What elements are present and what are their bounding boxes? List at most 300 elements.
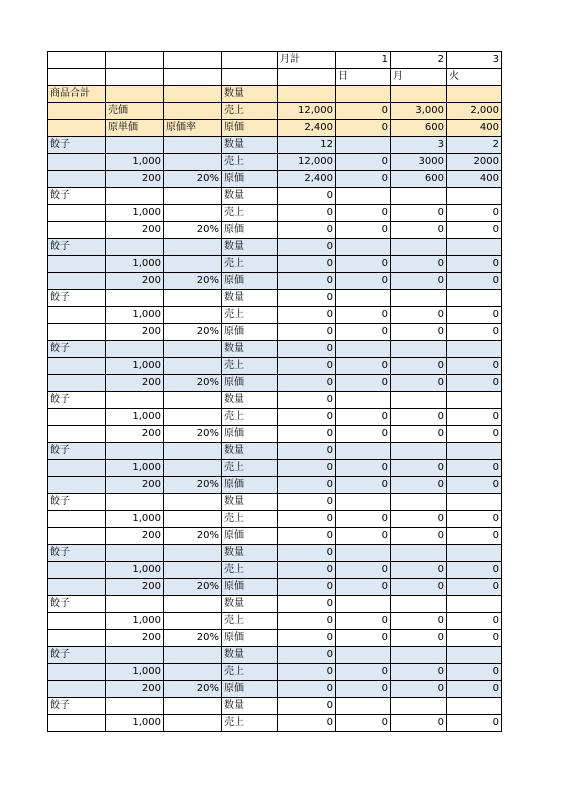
day-value-cell[interactable] (391, 188, 447, 205)
cell[interactable] (48, 69, 106, 86)
cell[interactable] (164, 613, 222, 630)
day-value-cell[interactable]: 600 (391, 120, 447, 137)
product-price[interactable]: 1,000 (106, 307, 164, 324)
cell[interactable] (106, 647, 164, 664)
monthly-total-cell[interactable]: 0 (278, 494, 336, 511)
cell[interactable] (106, 545, 164, 562)
cell[interactable] (48, 222, 106, 239)
cell[interactable] (278, 69, 336, 86)
day-value-cell[interactable]: 0 (336, 426, 391, 443)
day-value-cell[interactable]: 3 (391, 137, 447, 154)
cell[interactable] (164, 154, 222, 171)
day-value-cell[interactable]: 0 (447, 324, 502, 341)
monthly-total-cell[interactable]: 0 (278, 460, 336, 477)
row-label[interactable]: 売上 (222, 256, 278, 273)
day-header-2[interactable]: 2 (391, 52, 447, 69)
product-price[interactable]: 1,000 (106, 256, 164, 273)
product-price[interactable]: 1,000 (106, 460, 164, 477)
cell[interactable] (106, 86, 164, 103)
cell[interactable] (48, 256, 106, 273)
day-value-cell[interactable] (447, 239, 502, 256)
cell[interactable] (106, 596, 164, 613)
cell[interactable] (48, 52, 106, 69)
cell[interactable] (48, 103, 106, 120)
monthly-total-cell[interactable]: 12,000 (278, 103, 336, 120)
row-label[interactable]: 売上 (222, 664, 278, 681)
day-value-cell[interactable]: 0 (447, 307, 502, 324)
day-value-cell[interactable] (447, 596, 502, 613)
product-cost-rate[interactable]: 20% (164, 477, 222, 494)
row-label[interactable]: 売上 (222, 154, 278, 171)
row-label[interactable]: 数量 (222, 545, 278, 562)
monthly-total-cell[interactable]: 0 (278, 290, 336, 307)
row-label[interactable]: 数量 (222, 494, 278, 511)
day-value-cell[interactable]: 0 (336, 171, 391, 188)
cell[interactable] (164, 392, 222, 409)
day-value-cell[interactable]: 0 (447, 426, 502, 443)
monthly-total-cell[interactable]: 0 (278, 681, 336, 698)
day-value-cell[interactable] (336, 647, 391, 664)
day-value-cell[interactable]: 2,000 (447, 103, 502, 120)
product-price[interactable]: 1,000 (106, 511, 164, 528)
day-value-cell[interactable] (336, 392, 391, 409)
cell[interactable] (48, 460, 106, 477)
day-value-cell[interactable] (336, 137, 391, 154)
day-value-cell[interactable]: 0 (447, 664, 502, 681)
product-cost-rate[interactable]: 20% (164, 171, 222, 188)
cell[interactable] (48, 426, 106, 443)
cell[interactable] (106, 290, 164, 307)
day-value-cell[interactable] (391, 341, 447, 358)
product-price[interactable]: 1,000 (106, 562, 164, 579)
cell[interactable] (164, 647, 222, 664)
day-value-cell[interactable]: 0 (336, 477, 391, 494)
row-label[interactable]: 原価 (222, 273, 278, 290)
row-label[interactable]: 売上 (222, 307, 278, 324)
monthly-total-cell[interactable]: 0 (278, 443, 336, 460)
day-value-cell[interactable] (391, 596, 447, 613)
day-value-cell[interactable] (336, 239, 391, 256)
day-header-3[interactable]: 3 (447, 52, 502, 69)
day-value-cell[interactable]: 0 (447, 460, 502, 477)
cell[interactable] (164, 596, 222, 613)
product-cost-rate[interactable]: 20% (164, 273, 222, 290)
product-price[interactable]: 1,000 (106, 715, 164, 732)
day-value-cell[interactable]: 0 (447, 613, 502, 630)
cell[interactable] (106, 69, 164, 86)
row-label[interactable]: 売上 (222, 562, 278, 579)
row-label[interactable]: 数量 (222, 86, 278, 103)
day-value-cell[interactable] (447, 647, 502, 664)
monthly-total-cell[interactable]: 0 (278, 426, 336, 443)
cell[interactable] (106, 392, 164, 409)
product-cost-rate[interactable]: 20% (164, 579, 222, 596)
monthly-total-cell[interactable]: 0 (278, 375, 336, 392)
cell[interactable] (106, 341, 164, 358)
product-cost-rate[interactable]: 20% (164, 222, 222, 239)
day-value-cell[interactable]: 0 (336, 715, 391, 732)
monthly-total-cell[interactable]: 0 (278, 256, 336, 273)
day-value-cell[interactable]: 0 (336, 103, 391, 120)
cell[interactable] (164, 103, 222, 120)
row-label[interactable]: 原価 (222, 528, 278, 545)
day-value-cell[interactable]: 0 (391, 630, 447, 647)
day-value-cell[interactable]: 3000 (391, 154, 447, 171)
monthly-total-cell[interactable]: 0 (278, 273, 336, 290)
row-label[interactable]: 売上 (222, 103, 278, 120)
monthly-total-cell[interactable]: 12,000 (278, 154, 336, 171)
monthly-total-header[interactable]: 月計 (278, 52, 336, 69)
product-name[interactable]: 餃子 (48, 443, 106, 460)
day-value-cell[interactable]: 2000 (447, 154, 502, 171)
row-label[interactable]: 原価 (222, 324, 278, 341)
monthly-total-cell[interactable]: 0 (278, 324, 336, 341)
day-value-cell[interactable]: 0 (391, 664, 447, 681)
day-value-cell[interactable]: 0 (336, 460, 391, 477)
cell[interactable] (106, 137, 164, 154)
row-label[interactable]: 売上 (222, 613, 278, 630)
row-label[interactable]: 数量 (222, 647, 278, 664)
day-value-cell[interactable]: 0 (391, 477, 447, 494)
day-value-cell[interactable]: 0 (447, 256, 502, 273)
day-value-cell[interactable]: 0 (336, 579, 391, 596)
product-unit-cost[interactable]: 200 (106, 171, 164, 188)
product-name[interactable]: 餃子 (48, 188, 106, 205)
cell[interactable] (48, 477, 106, 494)
day-value-cell[interactable]: 0 (336, 511, 391, 528)
cell[interactable] (48, 528, 106, 545)
day-value-cell[interactable] (447, 545, 502, 562)
day-value-cell[interactable]: 0 (391, 460, 447, 477)
cell[interactable] (164, 52, 222, 69)
day-value-cell[interactable]: 600 (391, 171, 447, 188)
row-label[interactable]: 売上 (222, 205, 278, 222)
day-value-cell[interactable]: 0 (447, 273, 502, 290)
day-value-cell[interactable]: 0 (391, 426, 447, 443)
cell[interactable] (48, 715, 106, 732)
product-unit-cost[interactable]: 200 (106, 273, 164, 290)
day-value-cell[interactable]: 0 (336, 664, 391, 681)
day-value-cell[interactable] (447, 188, 502, 205)
monthly-total-cell[interactable]: 0 (278, 613, 336, 630)
cell[interactable] (48, 630, 106, 647)
day-value-cell[interactable]: 400 (447, 120, 502, 137)
monthly-total-cell[interactable]: 0 (278, 409, 336, 426)
day-value-cell[interactable]: 0 (336, 562, 391, 579)
cell[interactable] (106, 188, 164, 205)
row-label[interactable]: 原価 (222, 579, 278, 596)
cell[interactable] (48, 613, 106, 630)
day-value-cell[interactable]: 0 (447, 477, 502, 494)
cell[interactable] (48, 171, 106, 188)
cell[interactable] (164, 69, 222, 86)
product-unit-cost[interactable]: 200 (106, 528, 164, 545)
day-value-cell[interactable]: 0 (336, 630, 391, 647)
product-name[interactable]: 餃子 (48, 290, 106, 307)
cell[interactable] (48, 562, 106, 579)
product-unit-cost[interactable]: 200 (106, 579, 164, 596)
day-value-cell[interactable] (391, 239, 447, 256)
product-unit-cost[interactable]: 200 (106, 681, 164, 698)
day-value-cell[interactable]: 400 (447, 171, 502, 188)
day-value-cell[interactable]: 0 (447, 205, 502, 222)
day-value-cell[interactable]: 0 (336, 120, 391, 137)
day-header-1[interactable]: 1 (336, 52, 391, 69)
monthly-total-cell[interactable]: 0 (278, 664, 336, 681)
day-value-cell[interactable]: 0 (391, 562, 447, 579)
monthly-total-cell[interactable]: 0 (278, 307, 336, 324)
row-label[interactable]: 原価 (222, 120, 278, 137)
day-value-cell[interactable]: 0 (447, 630, 502, 647)
day-value-cell[interactable] (391, 392, 447, 409)
day-value-cell[interactable]: 0 (391, 358, 447, 375)
product-unit-cost[interactable]: 200 (106, 375, 164, 392)
day-value-cell[interactable]: 0 (336, 273, 391, 290)
row-label[interactable]: 売上 (222, 358, 278, 375)
cell[interactable] (48, 307, 106, 324)
day-value-cell[interactable] (391, 86, 447, 103)
product-unit-cost[interactable]: 200 (106, 324, 164, 341)
day-value-cell[interactable] (447, 494, 502, 511)
day-value-cell[interactable]: 0 (447, 222, 502, 239)
day-value-cell[interactable]: 0 (336, 256, 391, 273)
cell[interactable] (106, 239, 164, 256)
monthly-total-cell[interactable]: 0 (278, 596, 336, 613)
day-value-cell[interactable]: 0 (391, 256, 447, 273)
cell[interactable] (164, 494, 222, 511)
row-label[interactable]: 数量 (222, 239, 278, 256)
day-value-cell[interactable]: 0 (336, 205, 391, 222)
day-value-cell[interactable]: 0 (336, 222, 391, 239)
cell[interactable] (164, 307, 222, 324)
day-value-cell[interactable]: 0 (336, 375, 391, 392)
day-value-cell[interactable] (447, 341, 502, 358)
day-value-cell[interactable]: 0 (336, 307, 391, 324)
day-value-cell[interactable]: 0 (391, 715, 447, 732)
cell[interactable] (48, 120, 106, 137)
day-value-cell[interactable]: 0 (336, 681, 391, 698)
cell[interactable] (164, 188, 222, 205)
product-price[interactable]: 1,000 (106, 205, 164, 222)
product-name[interactable]: 餃子 (48, 698, 106, 715)
summary-title[interactable]: 商品合計 (48, 86, 106, 103)
product-price[interactable]: 1,000 (106, 613, 164, 630)
day-value-cell[interactable] (336, 290, 391, 307)
monthly-total-cell[interactable]: 0 (278, 392, 336, 409)
day-value-cell[interactable] (447, 86, 502, 103)
day-value-cell[interactable]: 0 (391, 205, 447, 222)
day-value-cell[interactable] (336, 341, 391, 358)
monthly-total-cell[interactable]: 0 (278, 511, 336, 528)
cell[interactable] (48, 358, 106, 375)
monthly-total-cell[interactable]: 0 (278, 528, 336, 545)
monthly-total-cell[interactable]: 0 (278, 698, 336, 715)
row-label[interactable]: 原価 (222, 426, 278, 443)
day-value-cell[interactable]: 0 (447, 375, 502, 392)
cell[interactable] (48, 205, 106, 222)
day-value-cell[interactable]: 0 (391, 579, 447, 596)
day-value-cell[interactable]: 0 (336, 324, 391, 341)
cell[interactable] (106, 443, 164, 460)
cell[interactable] (222, 69, 278, 86)
product-cost-rate[interactable]: 20% (164, 426, 222, 443)
monthly-total-cell[interactable]: 0 (278, 477, 336, 494)
day-value-cell[interactable] (391, 647, 447, 664)
row-label[interactable]: 数量 (222, 188, 278, 205)
cell[interactable] (164, 358, 222, 375)
day-value-cell[interactable]: 0 (447, 511, 502, 528)
day-value-cell[interactable] (391, 290, 447, 307)
cell[interactable] (164, 545, 222, 562)
monthly-total-cell[interactable]: 0 (278, 222, 336, 239)
day-value-cell[interactable]: 2 (447, 137, 502, 154)
day-value-cell[interactable] (447, 698, 502, 715)
day-value-cell[interactable]: 0 (391, 307, 447, 324)
product-price[interactable]: 1,000 (106, 409, 164, 426)
day-value-cell[interactable] (336, 545, 391, 562)
row-label[interactable]: 原価 (222, 681, 278, 698)
day-value-cell[interactable]: 0 (391, 273, 447, 290)
row-label[interactable]: 数量 (222, 443, 278, 460)
monthly-total-cell[interactable]: 0 (278, 205, 336, 222)
cost-rate-label[interactable]: 原価率 (164, 120, 222, 137)
monthly-total-cell[interactable]: 12 (278, 137, 336, 154)
cell[interactable] (164, 511, 222, 528)
cell[interactable] (164, 664, 222, 681)
monthly-total-cell[interactable]: 0 (278, 358, 336, 375)
monthly-total-cell[interactable]: 0 (278, 188, 336, 205)
row-label[interactable]: 数量 (222, 137, 278, 154)
day-value-cell[interactable] (336, 86, 391, 103)
monthly-total-cell[interactable]: 0 (278, 341, 336, 358)
product-unit-cost[interactable]: 200 (106, 426, 164, 443)
day-value-cell[interactable]: 0 (391, 324, 447, 341)
cell[interactable] (164, 86, 222, 103)
day-value-cell[interactable]: 0 (391, 681, 447, 698)
cell[interactable] (106, 52, 164, 69)
cell[interactable] (48, 273, 106, 290)
day-value-cell[interactable]: 0 (447, 681, 502, 698)
day-value-cell[interactable]: 0 (336, 613, 391, 630)
product-price[interactable]: 1,000 (106, 358, 164, 375)
row-label[interactable]: 原価 (222, 171, 278, 188)
monthly-total-cell[interactable] (278, 86, 336, 103)
cell[interactable] (164, 715, 222, 732)
day-value-cell[interactable] (391, 443, 447, 460)
product-name[interactable]: 餃子 (48, 596, 106, 613)
day-value-cell[interactable]: 0 (391, 511, 447, 528)
day-value-cell[interactable]: 0 (336, 154, 391, 171)
cell[interactable] (164, 205, 222, 222)
day-value-cell[interactable] (447, 443, 502, 460)
cell[interactable] (164, 341, 222, 358)
day-value-cell[interactable]: 0 (391, 613, 447, 630)
cell[interactable] (222, 52, 278, 69)
day-value-cell[interactable]: 0 (336, 409, 391, 426)
day-value-cell[interactable]: 0 (447, 715, 502, 732)
row-label[interactable]: 原価 (222, 630, 278, 647)
day-value-cell[interactable]: 0 (336, 528, 391, 545)
day-value-cell[interactable]: 0 (391, 528, 447, 545)
product-cost-rate[interactable]: 20% (164, 324, 222, 341)
day-value-cell[interactable]: 0 (391, 222, 447, 239)
cell[interactable] (48, 324, 106, 341)
product-cost-rate[interactable]: 20% (164, 375, 222, 392)
day-value-cell[interactable]: 0 (336, 358, 391, 375)
product-price[interactable]: 1,000 (106, 154, 164, 171)
cell[interactable] (164, 256, 222, 273)
row-label[interactable]: 原価 (222, 375, 278, 392)
row-label[interactable]: 原価 (222, 477, 278, 494)
day-value-cell[interactable] (447, 392, 502, 409)
weekday-header-2[interactable]: 月 (391, 69, 447, 86)
row-label[interactable]: 数量 (222, 290, 278, 307)
monthly-total-cell[interactable]: 2,400 (278, 171, 336, 188)
day-value-cell[interactable]: 0 (447, 528, 502, 545)
cell[interactable] (164, 239, 222, 256)
cell[interactable] (48, 154, 106, 171)
cell[interactable] (164, 137, 222, 154)
day-value-cell[interactable] (336, 188, 391, 205)
day-value-cell[interactable]: 3,000 (391, 103, 447, 120)
row-label[interactable]: 売上 (222, 409, 278, 426)
product-cost-rate[interactable]: 20% (164, 528, 222, 545)
weekday-header-3[interactable]: 火 (447, 69, 502, 86)
monthly-total-cell[interactable]: 0 (278, 715, 336, 732)
day-value-cell[interactable]: 0 (391, 375, 447, 392)
day-value-cell[interactable]: 0 (391, 409, 447, 426)
row-label[interactable]: 数量 (222, 698, 278, 715)
day-value-cell[interactable] (336, 443, 391, 460)
day-value-cell[interactable] (391, 545, 447, 562)
cell[interactable] (48, 375, 106, 392)
cell[interactable] (48, 511, 106, 528)
product-price[interactable]: 1,000 (106, 664, 164, 681)
row-label[interactable]: 数量 (222, 392, 278, 409)
product-name[interactable]: 餃子 (48, 239, 106, 256)
monthly-total-cell[interactable]: 0 (278, 239, 336, 256)
row-label[interactable]: 売上 (222, 511, 278, 528)
row-label[interactable]: 数量 (222, 341, 278, 358)
product-unit-cost[interactable]: 200 (106, 222, 164, 239)
cell[interactable] (164, 698, 222, 715)
row-label[interactable]: 原価 (222, 222, 278, 239)
cell[interactable] (106, 698, 164, 715)
cell[interactable] (164, 460, 222, 477)
monthly-total-cell[interactable]: 0 (278, 647, 336, 664)
row-label[interactable]: 数量 (222, 596, 278, 613)
cell[interactable] (48, 409, 106, 426)
day-value-cell[interactable]: 0 (447, 562, 502, 579)
product-name[interactable]: 餃子 (48, 545, 106, 562)
unit-cost-label[interactable]: 原単価 (106, 120, 164, 137)
product-name[interactable]: 餃子 (48, 392, 106, 409)
day-value-cell[interactable] (336, 494, 391, 511)
row-label[interactable]: 売上 (222, 715, 278, 732)
monthly-total-cell[interactable]: 2,400 (278, 120, 336, 137)
monthly-total-cell[interactable]: 0 (278, 562, 336, 579)
product-name[interactable]: 餃子 (48, 137, 106, 154)
day-value-cell[interactable]: 0 (447, 579, 502, 596)
day-value-cell[interactable]: 0 (447, 409, 502, 426)
cell[interactable] (164, 290, 222, 307)
price-label[interactable]: 売価 (106, 103, 164, 120)
product-cost-rate[interactable]: 20% (164, 630, 222, 647)
cell[interactable] (48, 681, 106, 698)
monthly-total-cell[interactable]: 0 (278, 545, 336, 562)
day-value-cell[interactable] (391, 494, 447, 511)
product-unit-cost[interactable]: 200 (106, 630, 164, 647)
